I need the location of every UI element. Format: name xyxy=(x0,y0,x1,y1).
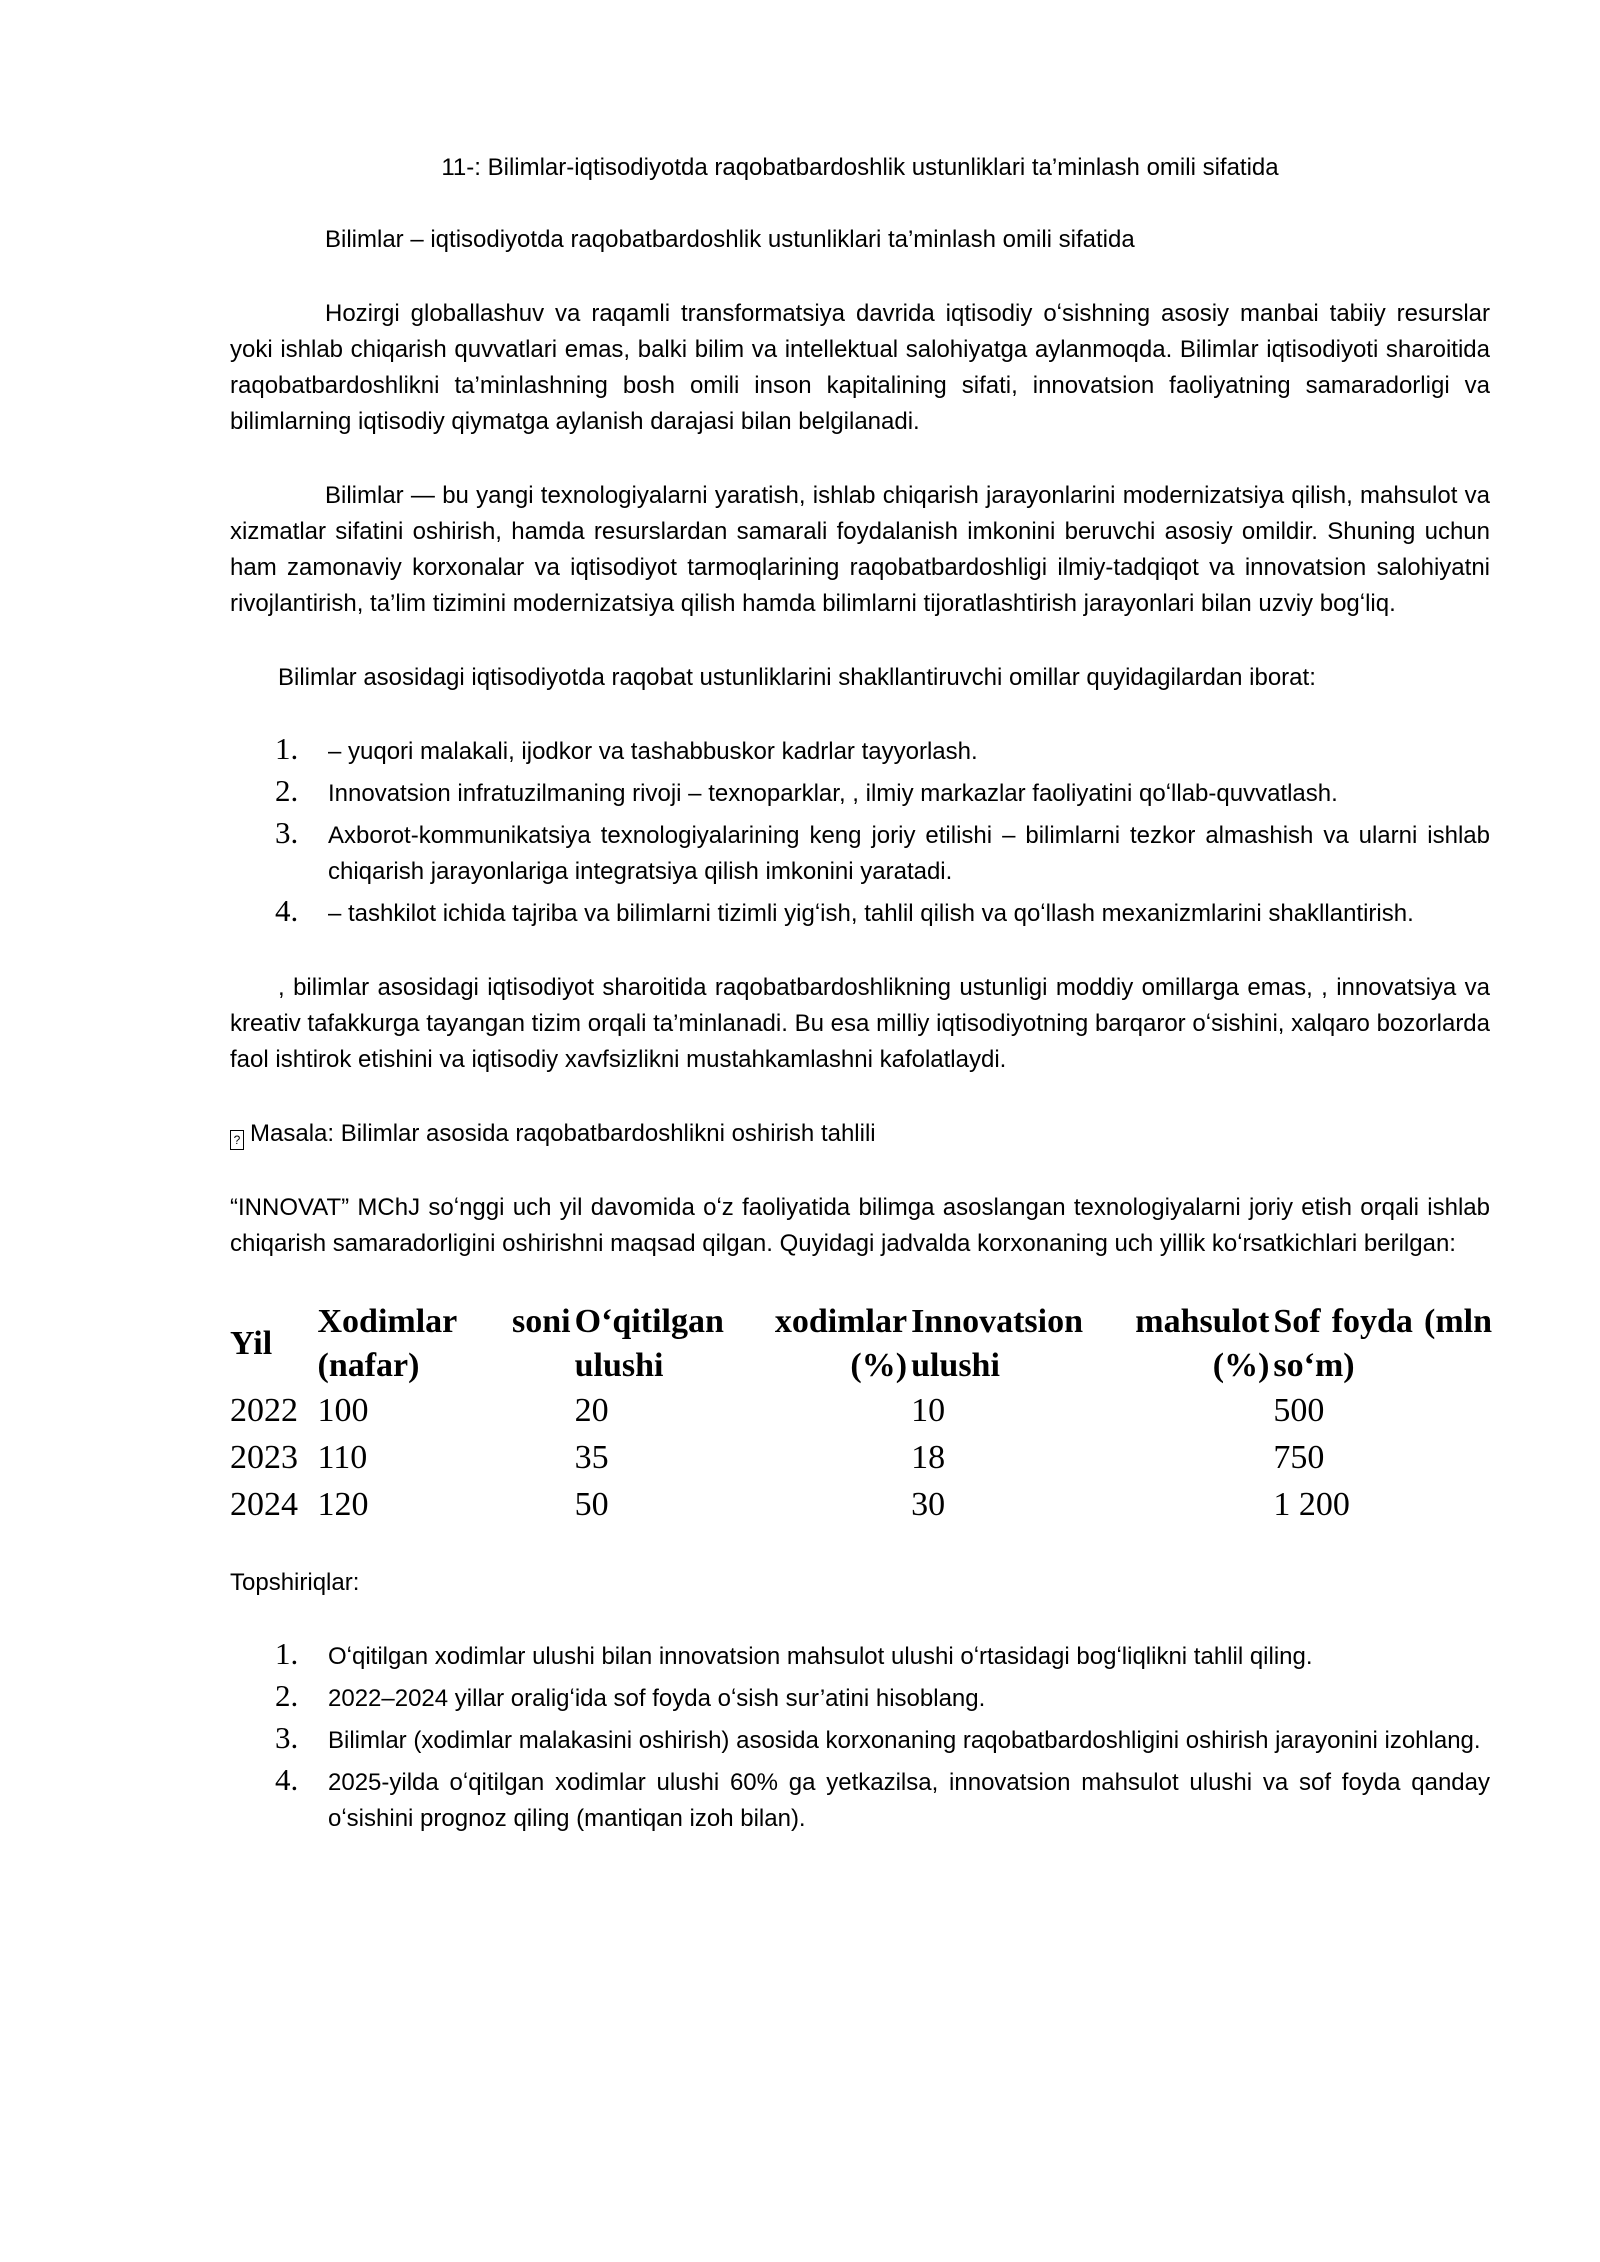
table-cell: 30 xyxy=(911,1486,946,1523)
list-number: 2. xyxy=(275,1678,299,1713)
problem-intro: “INNOVAT” MChJ soʻnggi uch yil davomida oʻz faoliyatida bilimga asoslangan texnologiyalarni joriy etish orqali ishlab chiqarish samaradorligini oshirishni maqsad qilgan. Quyidagi jadvalda korxonaning uch yillik koʻrsatkichlari berilgan: xyxy=(230,1194,1490,1257)
indicators-table xyxy=(230,1300,1492,1529)
list-item xyxy=(230,1762,1490,1837)
table-cell: 18 xyxy=(911,1439,946,1476)
table-cell: 500 xyxy=(1273,1392,1325,1429)
list-item-text: Bilimlar (xodimlar malakasini oshirish) asosida korxonaning raqobatbardoshligini oshirish jarayonini izohlang. xyxy=(328,1727,1481,1754)
table-header-row xyxy=(230,1300,1492,1388)
missing-glyph-icon: ? xyxy=(230,1130,244,1150)
list-item xyxy=(230,731,1490,770)
table-cell: 2023 xyxy=(230,1439,298,1476)
table-header-cell: Innovatsion mahsulot ulushi (%) xyxy=(911,1303,1270,1384)
table-cell: 50 xyxy=(574,1486,609,1523)
list-item xyxy=(230,1720,1490,1759)
table-cell: 2024 xyxy=(230,1486,298,1523)
table-cell: 1 200 xyxy=(1273,1486,1350,1523)
factors-list xyxy=(230,731,1490,932)
table-header-cell: Sof foyda (mln soʻm) xyxy=(1273,1303,1492,1384)
list-item xyxy=(230,815,1490,890)
list-number: 3. xyxy=(275,815,299,850)
paragraph-conclusion: , bilimlar asosidagi iqtisodiyot sharoitida raqobatbardoshlikning ustunligi moddiy omillarga emas, , innovatsiya va kreativ tafakkurga tayangan tizim orqali ta’minlanadi. Bu esa milliy iqtisodiyotning barqaror oʻsishini, xalqaro bozorlarda faol ishtirok etishini va iqtisodiy xavfsizlikni mustahkamlashni kafolatlaydi. xyxy=(230,974,1490,1073)
table-header-cell: Yil xyxy=(230,1325,273,1362)
list-number: 3. xyxy=(275,1720,299,1755)
list-item-text: Axborot-kommunikatsiya texnologiyalarining keng joriy etilishi – bilimlarni tezkor almashish va ularni ishlab chiqarish jarayonlariga integratsiya qilish imkonini yaratadi. xyxy=(328,822,1490,885)
list-number: 1. xyxy=(275,1636,299,1671)
table-row xyxy=(230,1435,1492,1482)
table-header-cell: Oʻqitilgan xodimlar ulushi (%) xyxy=(574,1303,908,1384)
document-heading: 11-: Bilimlar-iqtisodiyotda raqobatbardoshlik ustunliklari ta’minlash omili sifatida xyxy=(441,154,1279,181)
list-number: 4. xyxy=(275,893,299,928)
list-item-text: 2025-yilda oʻqitilgan xodimlar ulushi 60% ga yetkazilsa, innovatsion mahsulot ulushi va sof foyda qanday oʻsishini prognoz qiling (mantiqan izoh bilan). xyxy=(328,1769,1490,1832)
list-item-text: – yuqori malakali, ijodkor va tashabbuskor kadrlar tayyorlash. xyxy=(328,738,978,765)
list-item xyxy=(230,773,1490,812)
list-item xyxy=(230,893,1490,932)
table-cell: 120 xyxy=(317,1486,369,1523)
table-cell: 750 xyxy=(1273,1439,1325,1476)
table-row xyxy=(230,1388,1492,1435)
paragraph-knowledge-definition: Bilimlar — bu yangi texnologiyalarni yaratish, ishlab chiqarish jarayonlarini modernizatsiya qilish, mahsulot va xizmatlar sifatini oshirish, hamda resurslardan samarali foydalanish imkonini beruvchi asosiy omildir. Shuning uchun ham zamonaviy korxonalar va iqtisodiyot tarmoqlarining raqobatbardoshligi ilmiy-tadqiqot va innovatsion salohiyatni rivojlantirish, ta’lim tizimini modernizatsiya qilish hamda bilimlarni tijoratlashtirish jarayonlari bilan uzviy bogʻliq. xyxy=(230,482,1490,617)
paragraph-factors-intro: Bilimlar asosidagi iqtisodiyotda raqobat ustunliklarini shakllantiruvchi omillar quyidagilardan iborat: xyxy=(278,664,1316,691)
problem-title xyxy=(230,1116,1490,1152)
table-cell: 100 xyxy=(317,1392,369,1429)
document-subheading: Bilimlar – iqtisodiyotda raqobatbardoshlik ustunliklari ta’minlash omili sifatida xyxy=(325,226,1135,253)
tasks-list xyxy=(230,1636,1490,1837)
list-number: 2. xyxy=(275,773,299,808)
table-cell: 20 xyxy=(574,1392,609,1429)
list-item-text: – tashkilot ichida tajriba va bilimlarni tizimli yigʻish, tahlil qilish va qoʻllash mexanizmlarini shakllantirish. xyxy=(328,900,1414,927)
list-item-text: Innovatsion infratuzilmaning rivoji – texnoparklar, , ilmiy markazlar faoliyatini qoʻllab-quvvatlash. xyxy=(328,780,1338,807)
problem-title-text: Masala: Bilimlar asosida raqobatbardoshlikni oshirish tahlili xyxy=(250,1120,876,1147)
table-header-cell: Xodimlar soni (nafar) xyxy=(317,1303,571,1384)
list-item-text: 2022–2024 yillar oraligʻida sof foyda oʻsish sur’atini hisoblang. xyxy=(328,1685,986,1712)
table-cell: 2022 xyxy=(230,1392,298,1429)
list-number: 1. xyxy=(275,731,299,766)
table-cell: 35 xyxy=(574,1439,609,1476)
list-item-text: Oʻqitilgan xodimlar ulushi bilan innovatsion mahsulot ulushi oʻrtasidagi bogʻliqlikni tahlil qiling. xyxy=(328,1643,1313,1670)
list-item xyxy=(230,1678,1490,1717)
document-body xyxy=(230,150,1490,1875)
table-cell: 110 xyxy=(317,1439,368,1476)
table-cell: 10 xyxy=(911,1392,946,1429)
list-item xyxy=(230,1636,1490,1675)
tasks-title: Topshiriqlar: xyxy=(230,1569,360,1596)
paragraph-globalization: Hozirgi globallashuv va raqamli transformatsiya davrida iqtisodiy oʻsishning asosiy manbai tabiiy resurslar yoki ishlab chiqarish quvvatlari emas, balki bilim va intellektual salohiyatga aylanmoqda. Bilimlar iqtisodiyoti sharoitida raqobatbardoshlikni ta’minlashning bosh omili inson kapitalining sifati, innovatsion faoliyatning samaradorligi va bilimlarning iqtisodiy qiymatga aylanish darajasi bilan belgilanadi. xyxy=(230,300,1490,435)
table-row xyxy=(230,1482,1492,1529)
list-number: 4. xyxy=(275,1762,299,1797)
